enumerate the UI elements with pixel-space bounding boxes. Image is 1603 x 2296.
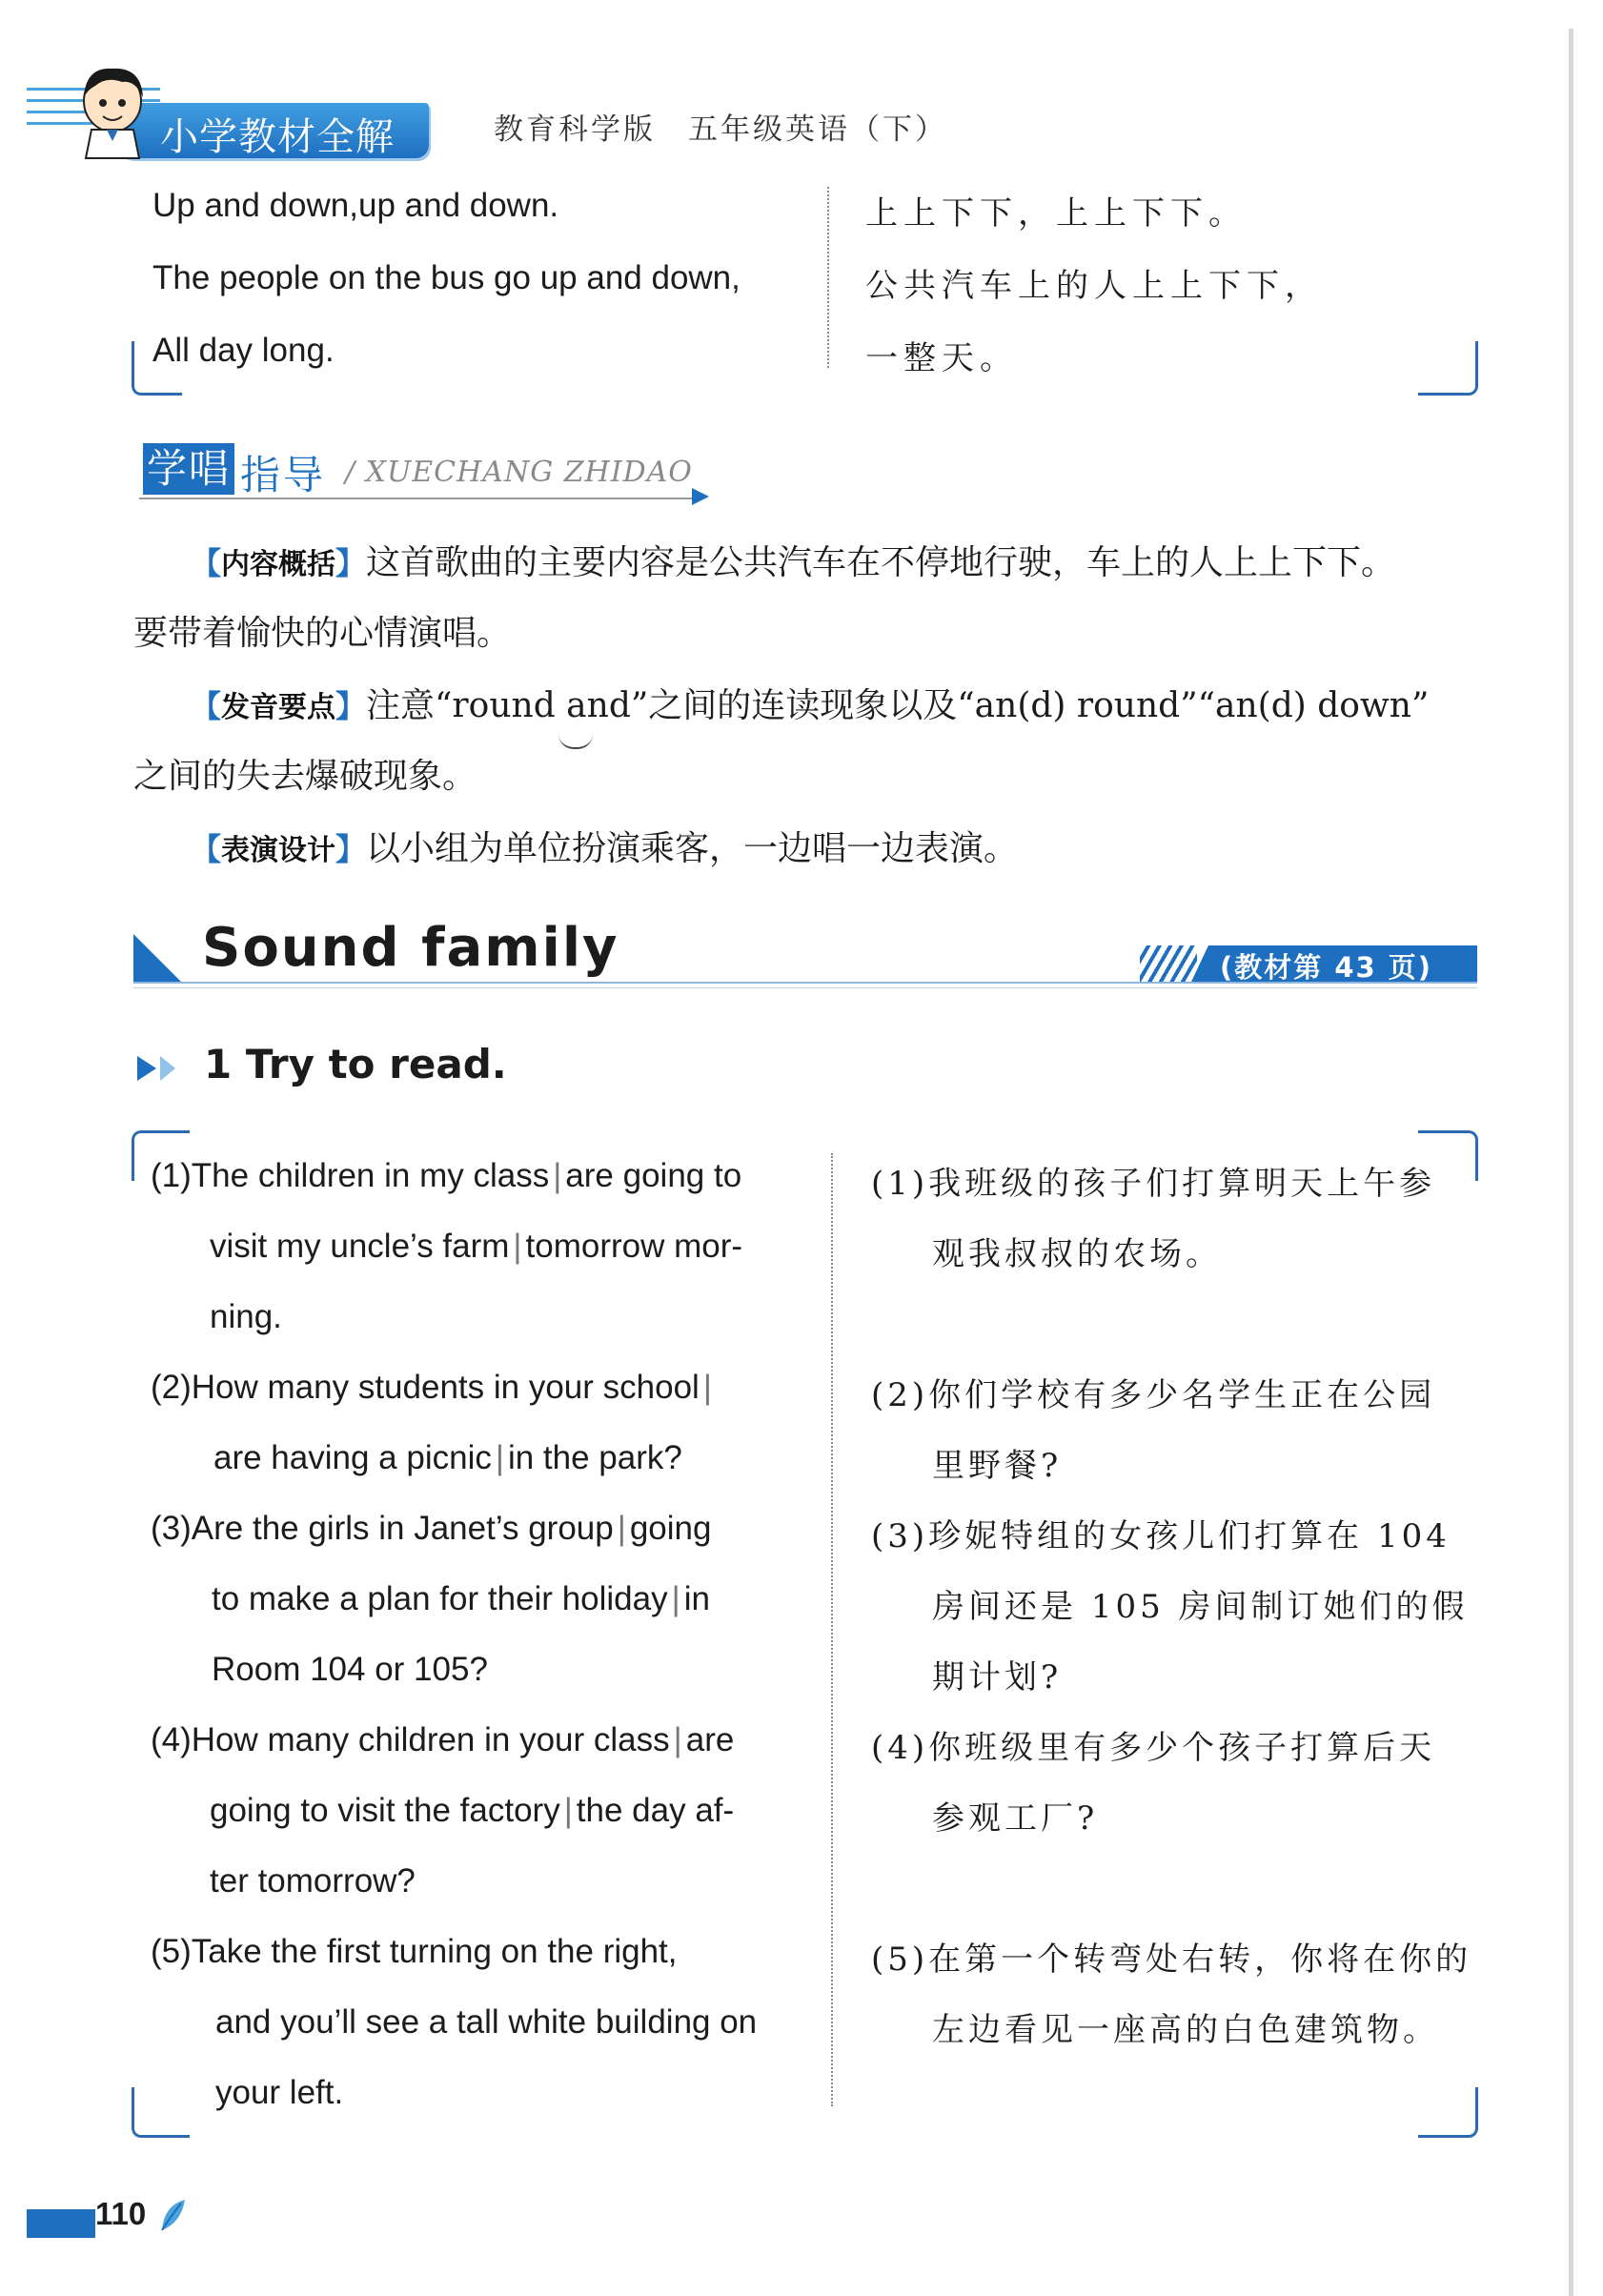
guide-item: 【表演设计】以小组为单位扮演乘客，一边唱一边表演。 [191,829,1019,868]
section-title: Sound family [202,917,619,979]
chunk: in [683,1580,710,1617]
exercise-zh-line: (1)我班级的孩子们打算明天上午参 [871,1165,1436,1203]
exercise-en-line: (2)How many students in your school | [151,1369,712,1406]
exercise-zh-line: (4)你班级里有多少个孩子打算后天 [871,1729,1436,1767]
poem-zh-line: 一整天。 [865,339,1018,377]
exercise-zh-line: 左边看见一座高的白色建筑物。 [932,2011,1439,2049]
chunk: ning. [210,1298,282,1335]
grade-book: 五年级英语（下） [688,112,947,147]
exercise-zh-line: (5)在第一个转弯处右转，你将在你的 [871,1940,1472,1979]
badge-stripes [1140,945,1197,982]
page-ref: (教材第 43 页) [1220,951,1433,984]
frame-corner [1418,341,1478,396]
chunk: How many students in your school [191,1369,700,1406]
chunk: and you’ll see a tall white building on [215,2003,758,2041]
chunk: going to visit the factory [210,1792,560,1829]
chunk: visit my uncle’s farm [210,1228,510,1265]
exercise-zh-line: 参观工厂? [932,1799,1099,1838]
exercise-zh-line: 里野餐? [932,1447,1063,1485]
item-number: (2) [151,1369,192,1406]
exercise-en-line: (4)How many children in your class | are [151,1721,735,1758]
section-rule [133,987,1477,988]
item-number: (5) [151,1933,192,1970]
exercise-en-line [215,2003,757,2042]
chunk: tomorrow mor- [525,1228,743,1265]
column-divider [831,1153,833,2106]
guide-label: 表演设计 [221,834,336,867]
chunk: Room 104 or 105? [212,1651,488,1688]
exercise-en-line [210,1862,416,1900]
item-number: (4) [151,1721,192,1758]
chunk: in the park? [507,1439,682,1476]
guide-tag-b: 指导 [240,452,327,498]
header-subtitle [494,105,980,148]
footer-bar [27,2209,95,2238]
exercise-en-line [215,2074,343,2112]
chunk: the day af- [576,1792,735,1829]
frame-corner [1418,2087,1478,2138]
publisher: 教育科学版 [494,112,656,147]
poem-en-line: Up and down,up and down. [152,187,559,224]
guide-underline [139,498,701,499]
chunk: to make a plan for their holiday [212,1580,668,1617]
exercise-en-line [151,1933,678,1971]
exercise-title: 1 Try to read. [204,1041,507,1087]
exercise-en-line: are having a picnic | in the park? [213,1439,682,1476]
poem-en-line: The people on the bus go up and down, [152,259,741,296]
double-arrow-icon [137,1056,175,1085]
guide-text: 要带着愉快的心情演唱。 [133,614,512,653]
guide-pinyin: / XUECHANG ZHIDAO [345,456,693,489]
chunk: are having a picnic [213,1439,492,1476]
exercise-en-line: (1)The children in my class | are going to [151,1157,742,1194]
exercise-zh-line: (2)你们学校有多少名学生正在公园 [871,1376,1436,1414]
series-title: 小学教材全解 [160,115,395,159]
exercise-zh-line: 观我叔叔的农场。 [932,1235,1222,1273]
leaf-icon [158,2196,187,2234]
chunk: going [629,1510,712,1547]
frame-corner [132,2087,190,2138]
mascot-boy-icon [65,59,170,164]
poem-zh-line: 上上下下，上上下下。 [865,194,1247,233]
exercise-en-line: to make a plan for their holiday | in [212,1580,710,1617]
guide-text: 注意“round and”之间的连读现象以及“an(d) round”“an(d) down” [366,686,1430,725]
chunk: How many children in your class [191,1721,670,1758]
page-edge [1569,29,1573,2296]
guide-text: 以小组为单位扮演乘客，一边唱一边表演。 [366,829,1019,868]
chunk: ter tomorrow? [210,1862,416,1900]
item-number: (3) [151,1510,192,1547]
guide-text: 这首歌曲的主要内容是公共汽车在不停地行驶，车上的人上上下下。 [366,543,1396,582]
exercise-en-line: visit my uncle’s farm | tomorrow mor- [210,1228,743,1265]
exercise-zh-line: 期计划? [932,1658,1063,1697]
item-number: (1) [151,1157,192,1194]
exercise-en-line: going to visit the factory | the day af- [210,1792,735,1829]
section-triangle-icon [133,934,181,982]
poem-zh-line: 公共汽车上的人上上下下， [865,267,1323,305]
arrow-right-icon [692,488,709,505]
chunk: The children in my class [191,1157,550,1194]
liaison-mark [558,734,593,749]
page-number: 110 [95,2196,147,2231]
chunk: are [685,1721,735,1758]
chunk: your left. [215,2074,344,2111]
exercise-en-line: (3)Are the girls in Janet’s group | going [151,1510,712,1547]
guide-text: 之间的失去爆破现象。 [133,757,477,796]
chunk: Are the girls in Janet’s group [191,1510,614,1547]
exercise-en-line [212,1651,488,1689]
exercise-zh-line: 房间还是 105 房间制订她们的假 [932,1588,1469,1626]
guide-item: 【发音要点】注意“round and”之间的连读现象以及“an(d) round”“an(d) down” [191,686,1430,725]
poem-en-line: All day long. [152,332,335,369]
guide-label: 内容概括 [221,548,336,581]
guide-tag: 学唱 [143,443,234,495]
exercise-en-line [210,1298,282,1336]
frame-corner [132,341,182,396]
guide-item: 【内容概括】这首歌曲的主要内容是公共汽车在不停地行驶，车上的人上上下下。 [191,543,1396,582]
chunk: are going to [565,1157,742,1194]
column-divider [827,187,829,368]
exercise-zh-line: (3)珍妮特组的女孩儿们打算在 104 [871,1517,1451,1555]
guide-label: 发音要点 [221,691,336,724]
chunk: Take the first turning on the right, [191,1933,678,1970]
